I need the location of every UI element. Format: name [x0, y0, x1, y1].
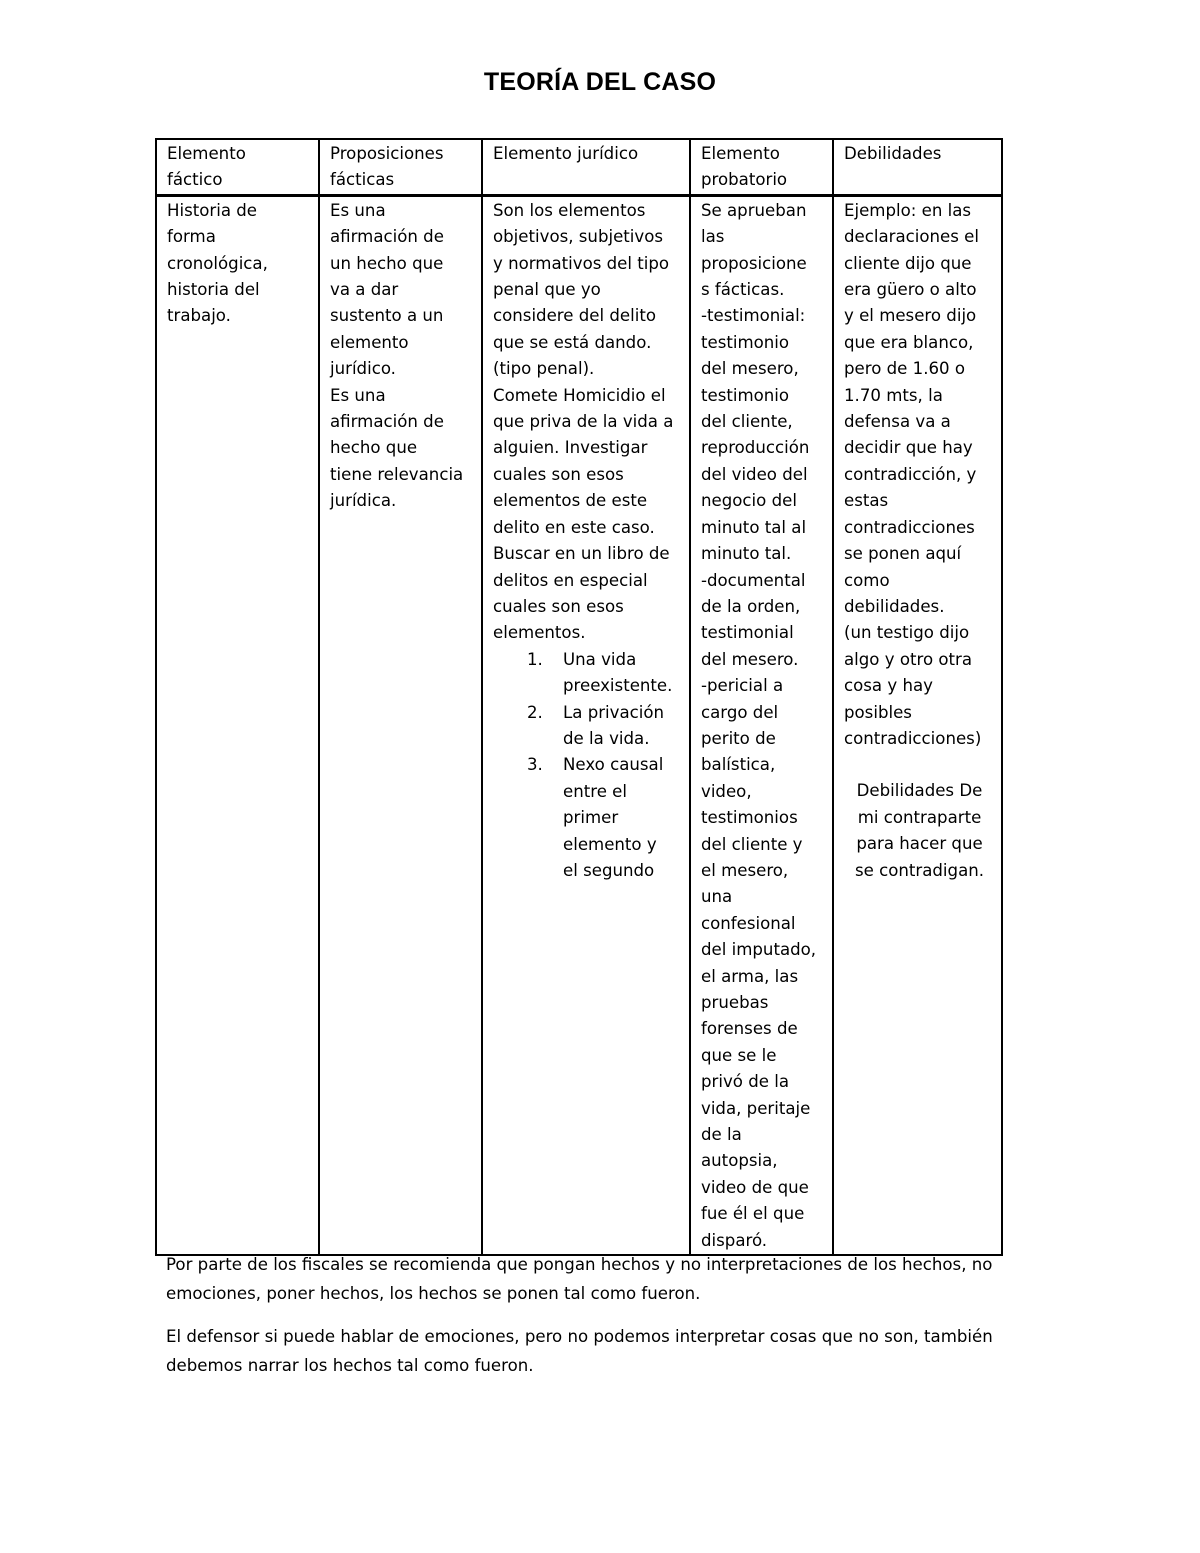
cell-line: cuales son esos	[493, 596, 624, 616]
cell-line: va a dar	[330, 280, 399, 300]
cell-line: y normativos del tipo	[493, 253, 670, 273]
header-line: Proposiciones	[330, 144, 444, 163]
cell-line: cosa y hay	[844, 676, 933, 696]
cell-line: forma	[167, 227, 216, 247]
header-line: Elemento	[167, 144, 246, 163]
cell-line: del cliente,	[701, 412, 793, 432]
cell-line: cuales son esos	[493, 464, 624, 484]
cell-line: testimonios	[701, 808, 798, 828]
cell-line: algo y otro otra	[844, 649, 973, 669]
cell-line: elemento	[330, 332, 409, 352]
cell-line: sustento a un	[330, 306, 444, 326]
list-item	[527, 752, 683, 884]
cell-line: de la orden,	[701, 596, 801, 616]
cell-line: proposicione	[701, 253, 807, 273]
list-item-line: primer	[563, 808, 619, 828]
cell-line: posibles	[844, 702, 912, 722]
cell-line: (un testigo dijo	[844, 623, 970, 643]
list-item-line: de la vida.	[563, 728, 650, 748]
cell-line: Comete Homicidio el	[493, 385, 666, 405]
cell-line: s fácticas.	[701, 280, 785, 300]
list-item-line: La privación	[563, 702, 665, 722]
header-elemento-probatorio	[690, 139, 833, 195]
cell-line: contradicción, y	[844, 464, 977, 484]
cell-line: Es una	[330, 385, 386, 405]
cell-line: vida, peritaje	[701, 1098, 811, 1118]
cell-line: reproducción	[701, 438, 810, 458]
cell-line: jurídica.	[330, 491, 397, 511]
cell-line: delito en este caso.	[493, 517, 655, 537]
cell-line: elementos.	[493, 623, 586, 643]
cell-line: las	[701, 227, 725, 247]
cell-line: debilidades.	[844, 596, 945, 616]
header-elemento-juridico	[482, 139, 690, 195]
cell-line: -pericial a	[701, 676, 784, 696]
cell-line: objetivos, subjetivos	[493, 227, 664, 247]
cell-line: era güero o alto	[844, 280, 977, 300]
cell-line: fue él el que	[701, 1204, 805, 1224]
cell-line: decidir que hay	[844, 438, 973, 458]
cell-line: elementos de este	[493, 491, 648, 511]
cell-line: declaraciones el	[844, 227, 979, 247]
list-item-number: 3.	[527, 755, 543, 775]
cell-line: privó de la	[701, 1072, 790, 1092]
list-item-line: Nexo causal	[563, 755, 664, 775]
list-item-line: elemento y	[563, 834, 657, 854]
cell-line: alguien. Investigar	[493, 438, 648, 458]
notes-section	[166, 1250, 1046, 1394]
cell-line: 1.70 mts, la	[844, 385, 943, 405]
cell-proposiciones-facticas	[319, 195, 482, 1255]
cell-line: (tipo penal).	[493, 359, 595, 379]
header-line: Elemento	[701, 144, 780, 163]
cell-lines	[167, 198, 312, 330]
cell-line: cronológica,	[167, 253, 268, 273]
cell-line: Debilidades De	[856, 781, 983, 801]
cell-line: para hacer que	[856, 834, 983, 854]
cell-lines	[844, 198, 995, 753]
cell-line: un hecho que	[330, 253, 444, 273]
header-line: fácticas	[330, 170, 395, 190]
cell-line: mi contraparte	[857, 807, 982, 827]
cell-line: se contradigan.	[854, 860, 985, 880]
cell-line: video de que	[701, 1177, 809, 1197]
cell-line: video,	[701, 781, 752, 801]
cell-debilidades	[833, 195, 1002, 1255]
cell-line: penal que yo	[493, 280, 601, 300]
cell-line: que priva de la vida a	[493, 412, 674, 432]
list-item	[527, 700, 683, 753]
list-item	[527, 647, 683, 700]
cell-line: minuto tal al	[701, 517, 807, 537]
cell-line: minuto tal.	[701, 544, 792, 564]
cell-line: -testimonial:	[701, 306, 806, 326]
cell-line: como	[844, 570, 890, 590]
cell-lines	[701, 198, 826, 1254]
cell-line: cargo del	[701, 702, 779, 722]
notes-paragraph-defensor: El defensor si puede hablar de emociones, pero no podemos interpretar cosas que no son, también debemos narrar los hechos tal como fueron.	[166, 1327, 993, 1375]
document-title: TEORÍA DEL CASO	[483, 68, 717, 96]
cell-elemento-factico	[156, 195, 319, 1255]
cell-line: trabajo.	[167, 306, 231, 326]
cell-line: historia del	[167, 280, 260, 300]
cell-line: pruebas	[701, 993, 769, 1012]
cell-line: del mesero.	[701, 649, 799, 669]
cell-line: confesional	[701, 913, 796, 933]
cell-lines	[493, 198, 683, 647]
cell-line: contradicciones	[844, 517, 975, 537]
header-line: Debilidades	[844, 144, 942, 163]
cell-line: perito de	[701, 728, 776, 748]
juridical-elements-list	[493, 647, 683, 885]
cell-line: del cliente y	[701, 834, 803, 854]
cell-line: que se le	[701, 1045, 777, 1065]
cell-line: Es una	[330, 200, 386, 220]
list-item-line: Una vida	[563, 649, 637, 669]
cell-line: testimonio	[701, 385, 790, 405]
cell-line: delitos en especial	[493, 570, 648, 590]
table-row	[156, 195, 1002, 1255]
cell-line: de la	[701, 1125, 742, 1145]
cell-line: considere del delito	[493, 306, 656, 326]
cell-elemento-juridico	[482, 195, 690, 1255]
cell-line: forenses de	[701, 1019, 798, 1039]
cell-line: el arma, las	[701, 966, 799, 986]
cell-line: Historia de	[167, 200, 258, 220]
cell-line: Ejemplo: en las	[844, 200, 972, 220]
cell-line: testimonial	[701, 623, 794, 643]
cell-elemento-probatorio	[690, 195, 833, 1255]
notes-paragraph-fiscales: Por parte de los fiscales se recomienda que pongan hechos y no interpretaciones de los hechos, no emociones, poner hechos, los hechos se ponen tal como fueron.	[166, 1255, 993, 1303]
cell-line: del mesero,	[701, 359, 799, 379]
cell-line: Buscar en un libro de	[493, 544, 670, 564]
cell-line: jurídico.	[330, 359, 396, 379]
cell-line: se ponen aquí	[844, 544, 962, 564]
header-line: probatorio	[701, 170, 788, 190]
cell-line: negocio del	[701, 491, 797, 511]
cell-line: testimonio	[701, 332, 790, 352]
list-item-line: el segundo	[563, 860, 655, 880]
cell-lines	[330, 198, 475, 515]
cell-line: autopsia,	[701, 1151, 778, 1171]
cell-line: Se aprueban	[701, 200, 807, 220]
cell-line: del video del	[701, 464, 808, 484]
cell-line: que era blanco,	[844, 332, 974, 352]
cell-line: contradicciones)	[844, 728, 982, 748]
list-item-line: preexistente.	[563, 676, 673, 696]
cell-line: estas	[844, 491, 889, 511]
header-elemento-factico	[156, 139, 319, 195]
list-item-line: entre el	[563, 781, 627, 801]
list-item-number: 1.	[527, 649, 543, 669]
case-theory-table	[155, 138, 1003, 1256]
cell-line: Son los elementos	[493, 200, 646, 220]
cell-line: y el mesero dijo	[844, 306, 977, 326]
cell-line: disparó.	[701, 1230, 768, 1250]
header-debilidades	[833, 139, 1002, 195]
cell-line: afirmación de	[330, 227, 444, 247]
cell-line: balística,	[701, 755, 776, 775]
cell-line: que se está dando.	[493, 332, 652, 352]
cell-line: el mesero,	[701, 860, 789, 880]
cell-line: afirmación de	[330, 412, 444, 432]
cell-line: del imputado,	[701, 940, 817, 960]
header-line: Elemento jurídico	[493, 144, 639, 163]
header-proposiciones-facticas	[319, 139, 482, 195]
table-header-row	[156, 139, 1002, 195]
cell-line: pero de 1.60 o	[844, 359, 966, 379]
cell-line: una	[701, 887, 733, 907]
header-line: fáctico	[167, 170, 223, 190]
cell-line: hecho que	[330, 438, 418, 458]
cell-lines-centered	[844, 778, 995, 884]
list-item-number: 2.	[527, 702, 543, 722]
cell-line: defensa va a	[844, 412, 951, 432]
cell-line: -documental	[701, 570, 806, 590]
cell-line: cliente dijo que	[844, 253, 972, 273]
cell-line: tiene relevancia	[330, 464, 464, 484]
